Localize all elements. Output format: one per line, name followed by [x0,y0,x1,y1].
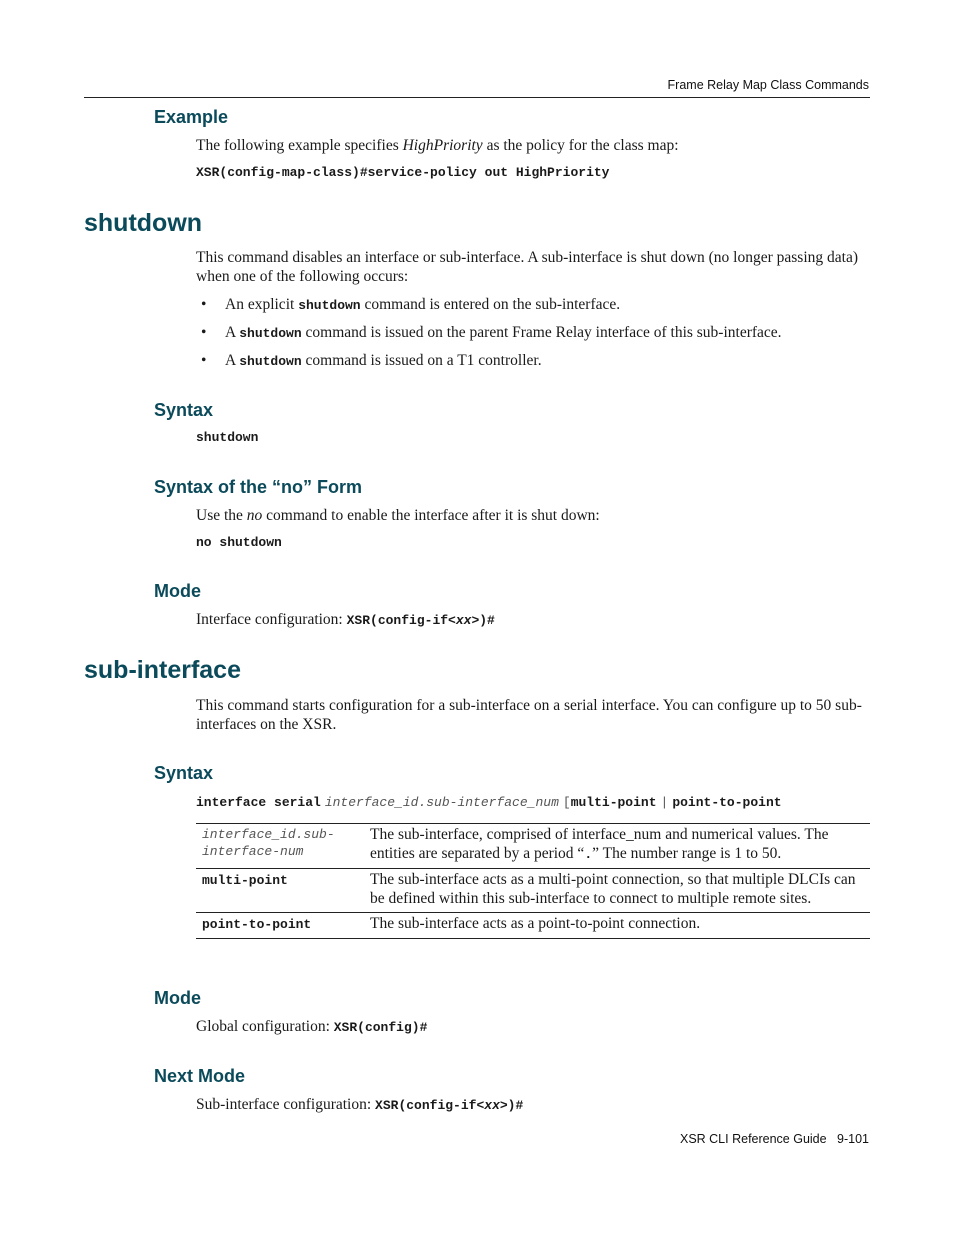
param-desc-cell [364,913,870,939]
syntax-separator: | [660,795,669,810]
bullet-code: shutdown [239,326,302,341]
syntax-option-multipoint: multi-point [570,795,657,810]
example-text-emphasis: HighPriority [402,137,483,154]
param-name-cell [196,913,364,939]
footer-guide-title: XSR CLI Reference Guide [679,1132,827,1146]
subinterface-syntax-line [196,793,782,811]
next-mode-label: Sub-interface configuration: [196,1096,376,1113]
table-row [196,824,870,869]
next-mode-code: XSR(config-if<xx>)# [375,1098,524,1113]
mode-label: Interface configuration: [196,611,347,628]
table-row [196,869,870,913]
bullet-icon: • [201,352,207,369]
parameter-table [196,823,870,939]
shutdown-syntax-heading: Syntax [154,400,214,420]
bullet-text-pre: A [225,352,240,369]
bullet-text-post: command is issued on the parent Frame Relay interface of this sub-interface. [301,324,782,341]
bullet-text-pre: A [225,324,240,341]
shutdown-title: shutdown [84,209,203,237]
syntax-command: interface serial [196,795,321,810]
param-name: point-to-point [202,917,312,932]
subinterface-mode-text [196,1017,870,1037]
param-name: multi-point [202,873,288,888]
example-code: XSR(config-map-class)#service-policy out HighPriority [196,165,610,180]
param-desc-cell [364,869,870,913]
running-footer [680,1132,869,1146]
param-name-line: interface_id.sub- [202,827,335,842]
no-form-text-emphasis: no [246,507,263,524]
no-form-text [196,506,870,525]
param-desc: The sub-interface acts as a multi-point connection, so that multiple DLCIs can be defined within this sub-interface to connect to multiple remote sites. [370,871,856,907]
example-text-post: as the policy for the class map: [482,137,679,154]
example-text [196,136,870,155]
bullet-icon: • [201,324,207,341]
shutdown-mode-text [196,610,870,630]
running-header: Frame Relay Map Class Commands [667,78,869,92]
param-desc: The sub-interface acts as a point-to-point connection. [370,915,701,932]
no-form-code: no shutdown [196,535,282,550]
shutdown-mode-heading: Mode [154,581,201,601]
page-number: 9-101 [837,1132,869,1146]
example-text-pre: The following example specifies [196,137,403,154]
syntax-bracket: [ [562,795,571,810]
shutdown-syntax-code: shutdown [196,430,259,445]
mode-code: XSR(config-if<xx>)# [346,613,495,628]
shutdown-description: This command disables an interface or sub-interface. A sub-interface is shut down (no longer passing data) when one of the following occurs: [196,249,858,285]
syntax-option-ptp: point-to-point [672,795,782,810]
mode-code: XSR(config)# [333,1020,428,1035]
bullet-code: shutdown [239,354,302,369]
no-form-text-post: command to enable the interface after it is shut down: [262,507,600,524]
mode-label: Global configuration: [196,1018,334,1035]
bullet-code: shutdown [298,298,361,313]
subinterface-description: This command starts configuration for a sub-interface on a serial interface. You can configure up to 50 sub-interfaces on the XSR. [196,697,862,733]
no-form-text-pre: Use the [196,507,247,524]
bullet-item-2 [201,323,870,343]
no-form-heading: Syntax of the “no” Form [154,477,363,497]
syntax-argument: interface_id.sub-interface_num [324,795,559,810]
param-desc-code: . [584,846,593,862]
example-heading: Example [154,107,229,127]
bullet-icon: • [201,296,207,313]
param-name-line: interface-num [202,844,304,859]
param-name-cell [196,869,364,913]
param-desc-post: ” The number range is 1 to 50. [592,844,782,862]
next-mode-heading: Next Mode [154,1066,246,1086]
bullet-text-post: command is entered on the sub-interface. [360,296,621,313]
param-name-cell [196,824,364,869]
header-rule [84,97,870,98]
subinterface-title: sub-interface [84,656,241,684]
table-row [196,913,870,939]
bullet-item-3 [201,351,870,371]
subinterface-mode-heading: Mode [154,988,201,1008]
bullet-text-pre: An explicit [225,296,299,313]
param-desc-cell [364,824,870,869]
param-desc: The sub-interface, comprised of interface_num and numerical values. The entities are separated by a period “ [370,826,829,862]
bullet-item-1 [201,295,870,315]
bullet-text-post: command is issued on a T1 controller. [301,352,542,369]
subinterface-syntax-heading: Syntax [154,763,214,783]
next-mode-text [196,1095,870,1115]
